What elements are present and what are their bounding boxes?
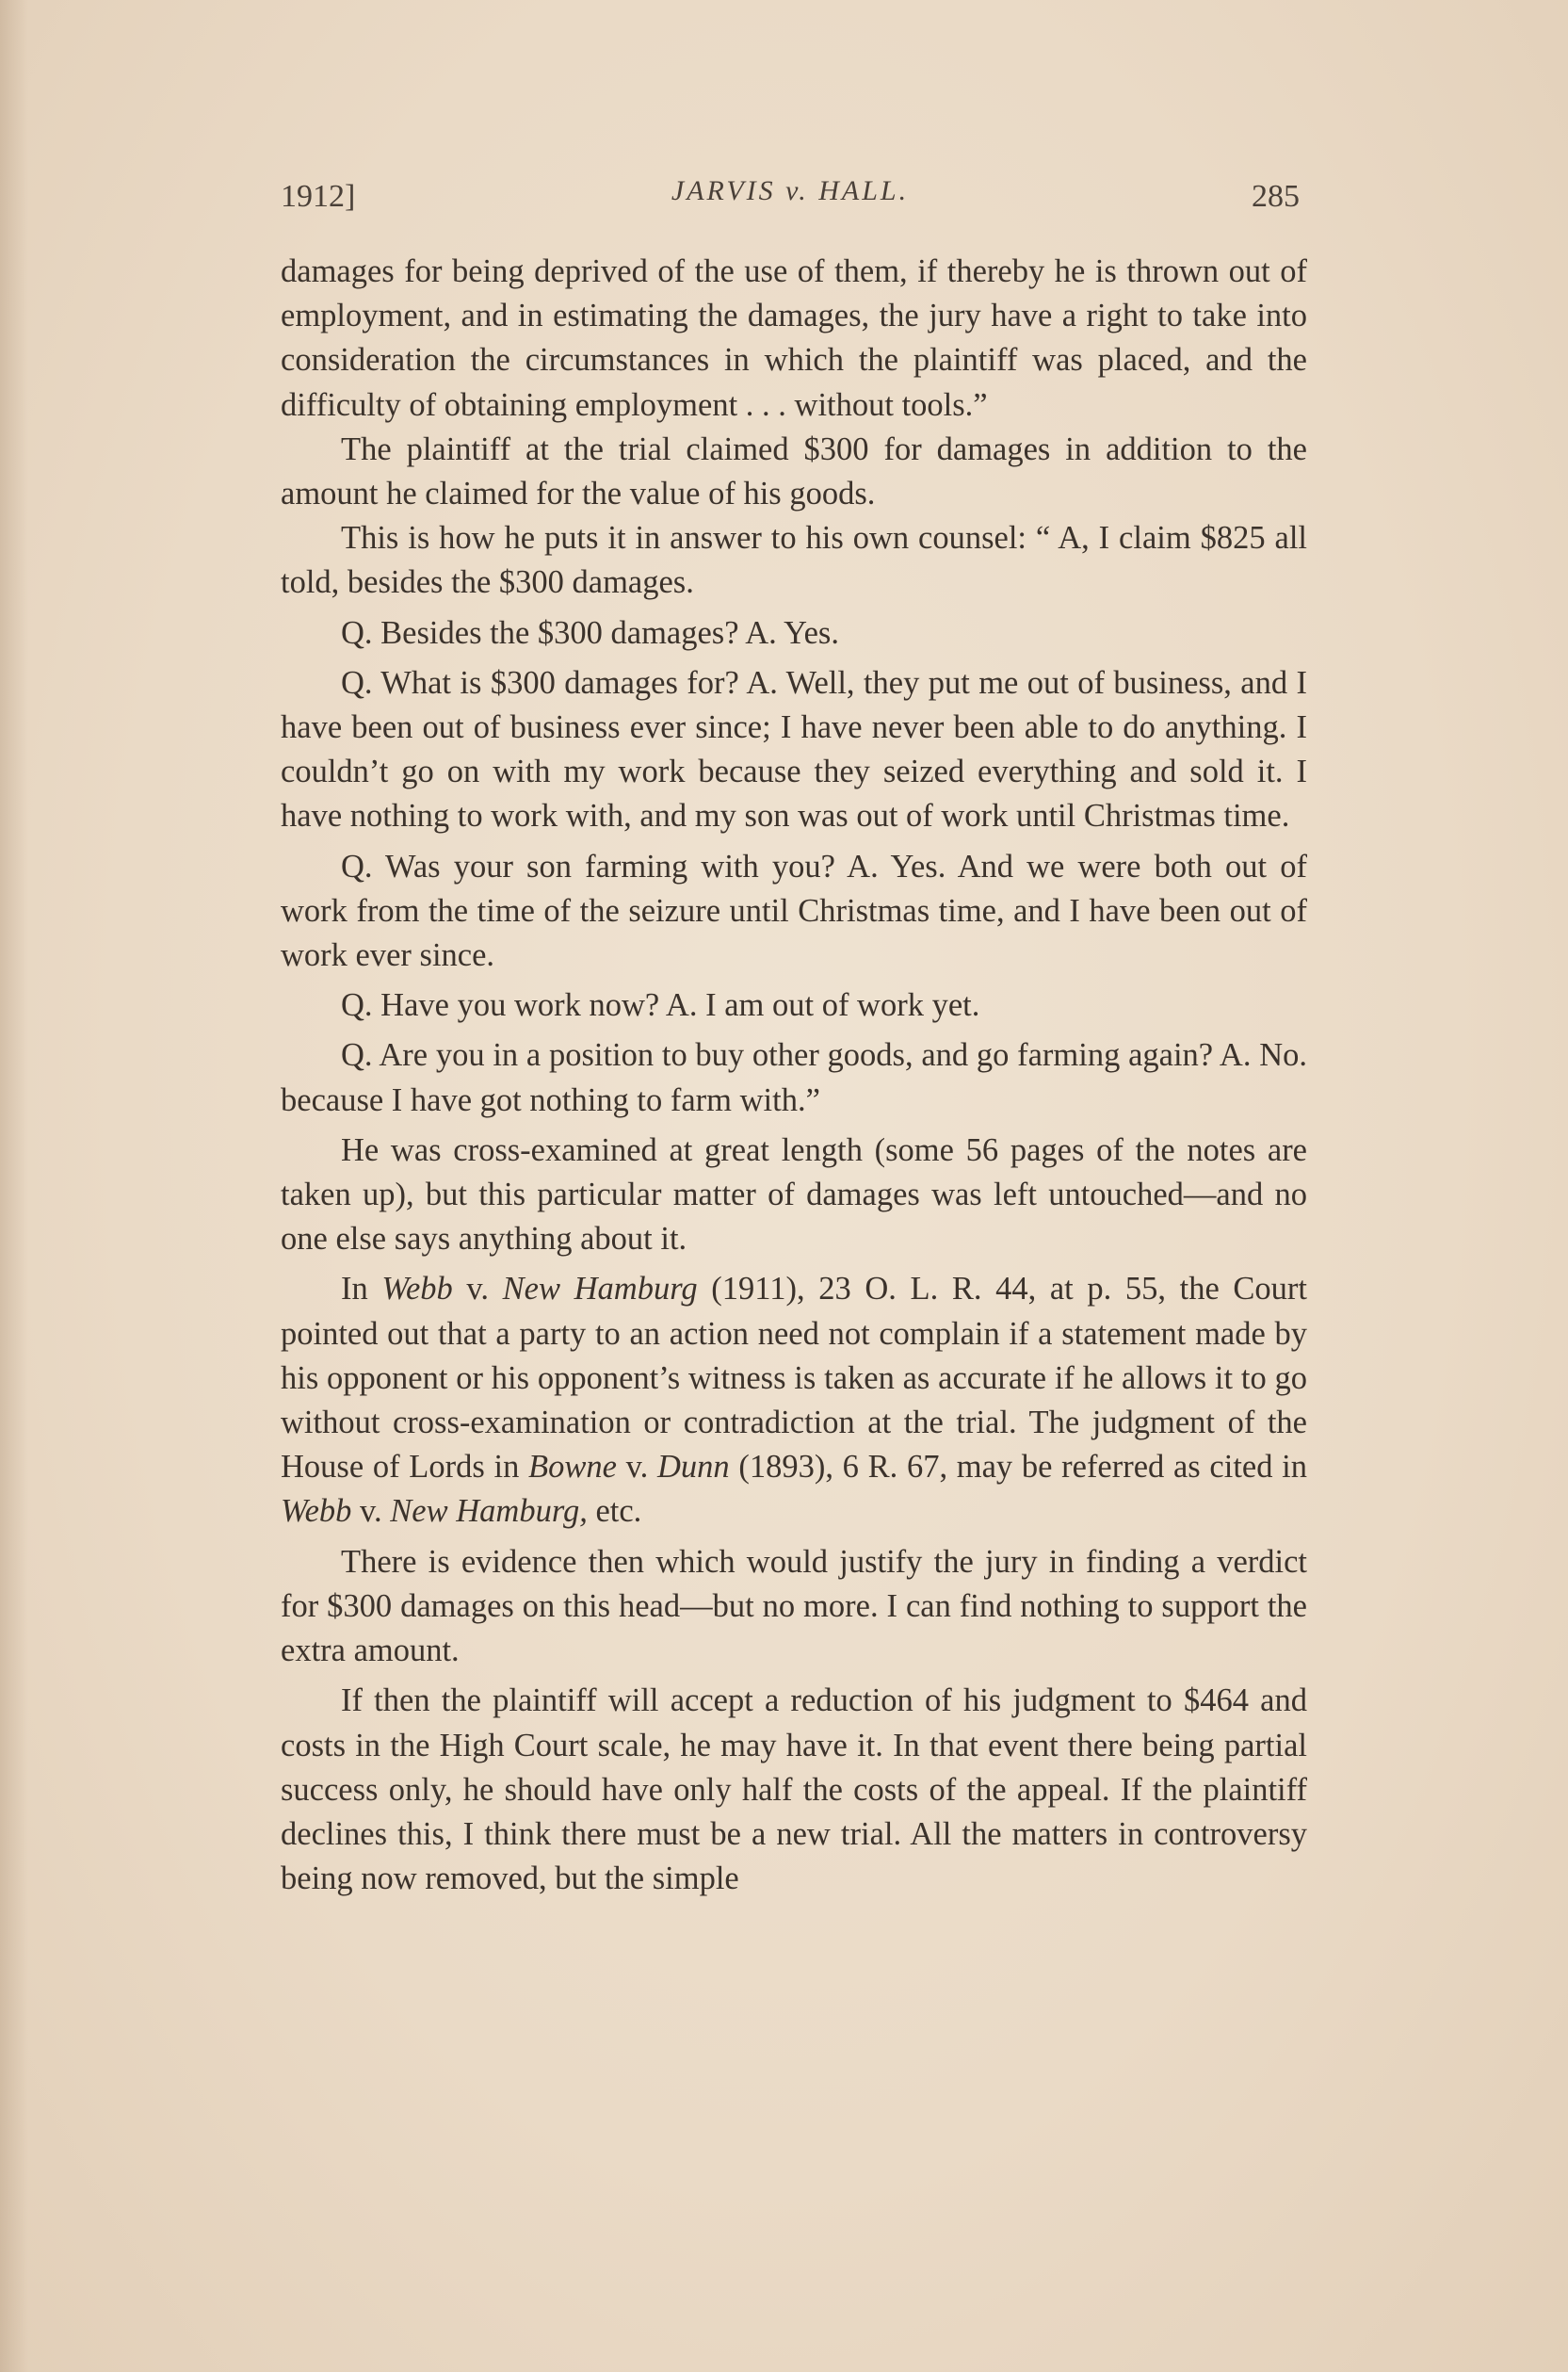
paragraph: The plaintiff at the trial claimed $300 for damages in addition to the amount he claimed for the value of his goods. (281, 431, 1307, 512)
testimony-line: Q. Are you in a position to buy other goods, and go farming again? A. No. because I have got nothing to farm with.” (281, 1037, 1307, 1118)
case-name: Webb (381, 1271, 453, 1308)
citation-text: v. (452, 1271, 503, 1308)
citation-text: (1911), 23 O. L. R. 44, at p. 55, the Court pointed out that a party to an action need not complain if a statement made by his opponent or his opponent’s witness is taken as accurate if he allows it to go without cross-examination or contradiction at the trial. The judgment of the House of Lords in (281, 1271, 1307, 1486)
case-name: Dunn (656, 1449, 730, 1486)
case-name: New Hamburg, (390, 1493, 588, 1530)
paragraph: There is evidence then which would justify the jury in finding a verdict for $300 damages on this head—but no more. I can find nothing to support the extra amount. (281, 1543, 1307, 1669)
case-name: Webb (281, 1493, 352, 1530)
citation-text: In (341, 1271, 382, 1308)
testimony-line: Q. Besides the $300 damages? A. Yes. (341, 614, 839, 651)
page-edge-shadow (0, 0, 28, 2372)
paragraph: If then the plaintiff will accept a reduction of his judgment to $464 and costs in the High Court scale, he may have it. In that event there being partial success only, he should have only half the costs of the appeal. If the plaintiff declines this, I think there must be a new trial. All the matters in controversy being now removed, but the simple (281, 1682, 1307, 1897)
testimony-line: Q. Was your son farming with you? A. Yes. And we were both out of work from the time of the seizure until Christmas time, and I have been out of work ever since. (281, 848, 1307, 974)
citation-text: v. (616, 1449, 657, 1486)
header-year: 1912] (281, 179, 356, 214)
testimony-line: Q. What is $300 damages for? A. Well, they put me out of business, and I have been out of business ever since; I have never been able to do anything. I couldn’t go on with my work because they seized everything and sold it. I have nothing to work with, and my son was out of work until Christmas time. (281, 664, 1307, 835)
page-number: 285 (1252, 179, 1300, 214)
header-case-title: JARVIS v. HALL. (671, 175, 910, 206)
case-name: Bowne (528, 1449, 617, 1486)
citation-text: etc. (587, 1493, 642, 1530)
paragraph-continued: damages for being deprived of the use of them, if thereby he is thrown out of employment, and in estimating the damages, the jury have a right to take into consideration the circumstances in which the plaintiff was placed, and the difficulty of obtaining employment . . . without tools.” (281, 253, 1307, 423)
paragraph: He was cross-examined at great length (some 56 pages of the notes are taken up), but this particular matter of damages was left untouched—and no one else says anything about it. (281, 1131, 1307, 1258)
body-text (281, 250, 1307, 1901)
paragraph: This is how he puts it in answer to his own counsel: “ A, I claim $825 all told, besides the $300 damages. (281, 520, 1307, 601)
testimony-line: Q. Have you work now? A. I am out of work yet. (341, 987, 980, 1024)
paragraph-citation (281, 1267, 1307, 1534)
citation-text: v. (351, 1493, 391, 1530)
running-header (281, 175, 1300, 222)
citation-text: (1893), 6 R. 67, may be referred as cited in (729, 1449, 1308, 1486)
case-name: New Hamburg (502, 1271, 698, 1308)
